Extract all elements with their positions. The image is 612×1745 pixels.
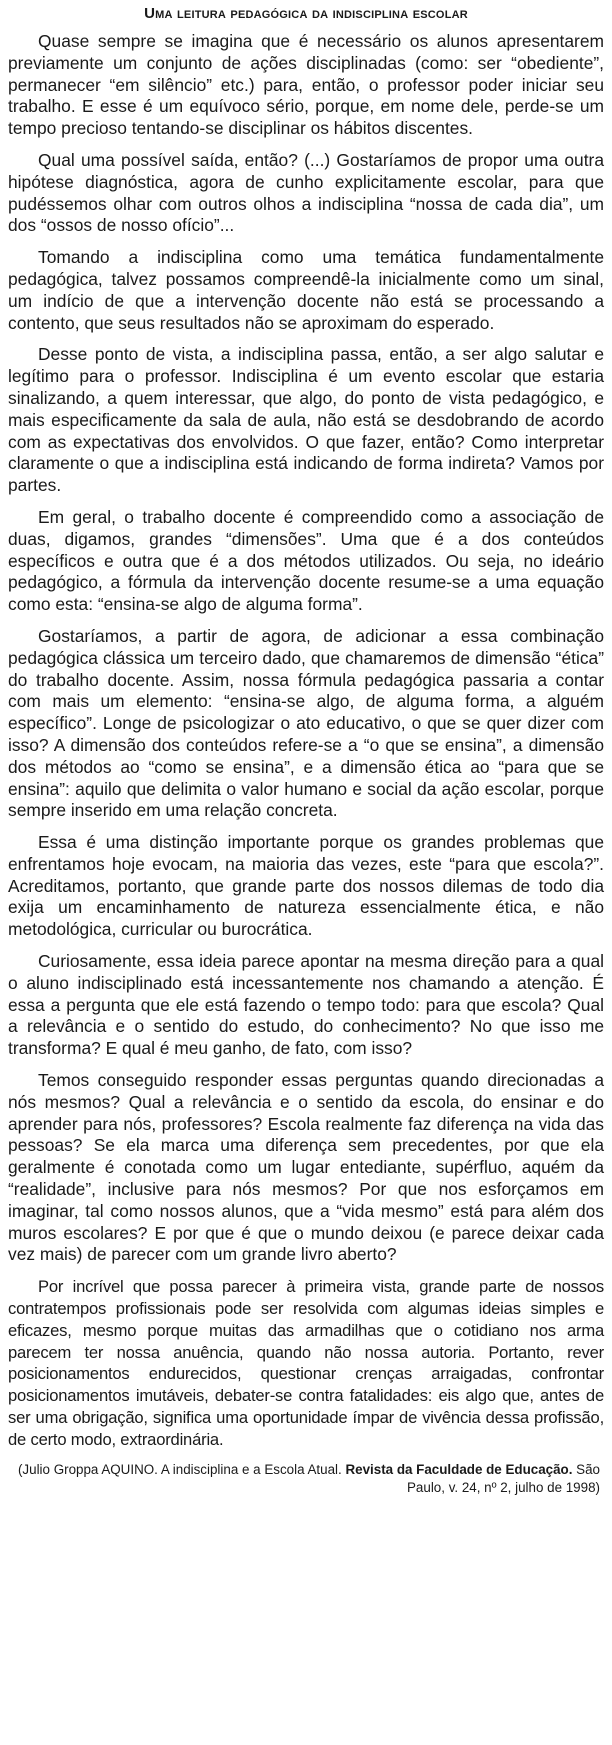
paragraph-6: Gostaríamos, a partir de agora, de adicionar a essa combinação pedagógica clássica um terceiro dado, que chamaremos de dimensão “ética” do trabalho docente. Assim, nossa fórmula pedagógica passaria a contar com mais um elemento: “ensina-se algo, de alguma forma, a alguém específico”. Longe de psicologizar o ato educativo, o que se quer dizer com isso? A dimensão dos conteúdos refere-se a “o que se ensina”, a dimensão dos métodos ao “como se ensina”, e a dimensão ética ao “para que se ensina”: aquilo que delimita o valor humano e social da ação escolar, porque sempre inserido em uma relação concreta. [8,625,604,821]
paragraph-4: Desse ponto de vista, a indisciplina passa, então, a ser algo salutar e legítimo para o professor. Indisciplina é um evento escolar que estaria sinalizando, a quem interessar, que algo, do ponto de vista pedagógico, e mais especificamente da sala de aula, não está se desdobrando de acordo com as expectativas dos envolvidos. O que fazer, então? Como interpretar claramente o que a indisciplina está indicando de forma indireta? Vamos por partes. [8,344,604,496]
paragraph-2: Qual uma possível saída, então? (...) Gostaríamos de propor uma outra hipótese diagnóstica, agora de cunho explicitamente escolar, para que pudéssemos olhar com outros olhos a indisciplina “nossa de cada dia”, um dos “ossos de nosso ofício”... [8,149,604,236]
paragraph-7: Essa é uma distinção importante porque os grandes problemas que enfrentamos hoje evocam, na maioria das vezes, este “para que escola?”. Acreditamos, portanto, que grande parte dos nossos dilemas de todo dia exija um encaminhamento de natureza essencialmente ética, e não metodológica, curricular ou burocrática. [8,832,604,940]
document-title: Uma leitura pedagógica da indisciplina escolar [144,5,468,22]
paragraph-9: Temos conseguido responder essas perguntas quando direcionadas a nós mesmos? Qual a relevância e o sentido da escola, do ensinar e do aprender para nós, professores? Escola realmente faz diferença na vida das pessoas? Se ela marca uma diferença sem precedentes, por que ela geralmente é conotada como um lugar entediante, supérfluo, aquém da “realidade”, inclusive para nós mesmos? Por que nos esforçamos em imaginar, tal como nossos alunos, que a “vida mesmo” está para além dos muros escolares? E por que é que o mundo deixou (e parece deixar cada vez mais) de parecer com um grande livro aberto? [8,1070,604,1265]
paragraph-8: Curiosamente, essa ideia parece apontar na mesma direção para a qual o aluno indisciplinado está incessantemente nos chamando a atenção. É essa a pergunta que ele está fazendo o tempo todo: para que escola? Qual a relevância e o sentido do estudo, do conhecimento? No que isso me transforma? E qual é meu ganho, de fato, com isso? [8,951,604,1059]
paragraph-5: Em geral, o trabalho docente é compreendido como a associação de duas, digamos, grandes “dimensões”. Uma que é a dos conteúdos específicos e outra que é a dos métodos utilizados. Ou seja, no ideário pedagógico, a fórmula da intervenção docente resume-se a uma equação como esta: “ensina-se algo de alguma forma”. [8,506,604,615]
paragraph-3: Tomando a indisciplina como uma temática fundamentalmente pedagógica, talvez possamos compreendê-la inicialmente como um sinal, um indício de que a intervenção docente não está se processando a contento, que seus resultados não se aproximam do esperado. [8,247,604,333]
source-citation [8,1461,600,1497]
paragraph-10: Por incrível que possa parecer à primeira vista, grande parte de nossos contratempos profissionais pode ser resolvida com algumas ideias simples e eficazes, mesmo porque muitas das armadilhas que o cotidiano nos arma parecem ter nossa anuência, quando não nossa autoria. Portanto, rever posicionamentos endurecidos, questionar crenças arraigadas, confrontar posicionamentos imutáveis, debater-se contra fatalidades: eis algo que, antes de ser uma obrigação, significa uma oportunidade ímpar de vivência dessa profissão, de certo modo, extraordinária. [8,1277,604,1449]
source-journal: Revista da Faculdade de Educação. [345,1461,573,1477]
source-suffix: São Paulo, v. 24, nº 2, julho de 1998) [407,1461,600,1495]
source-prefix: (Julio Groppa AQUINO. A indisciplina e a Escola Atual. [17,1461,346,1477]
paragraph-1: Quase sempre se imagina que é necessário os alunos apresentarem previamente um conjunto de ações disciplinadas (como: ser “obediente”, permanecer “em silêncio” etc.) para, então, o professor poder iniciar seu trabalho. E esse é um equívoco sério, porque, em nome dele, perde-se um tempo precioso tentando-se disciplinar os hábitos discentes. [8,31,604,139]
